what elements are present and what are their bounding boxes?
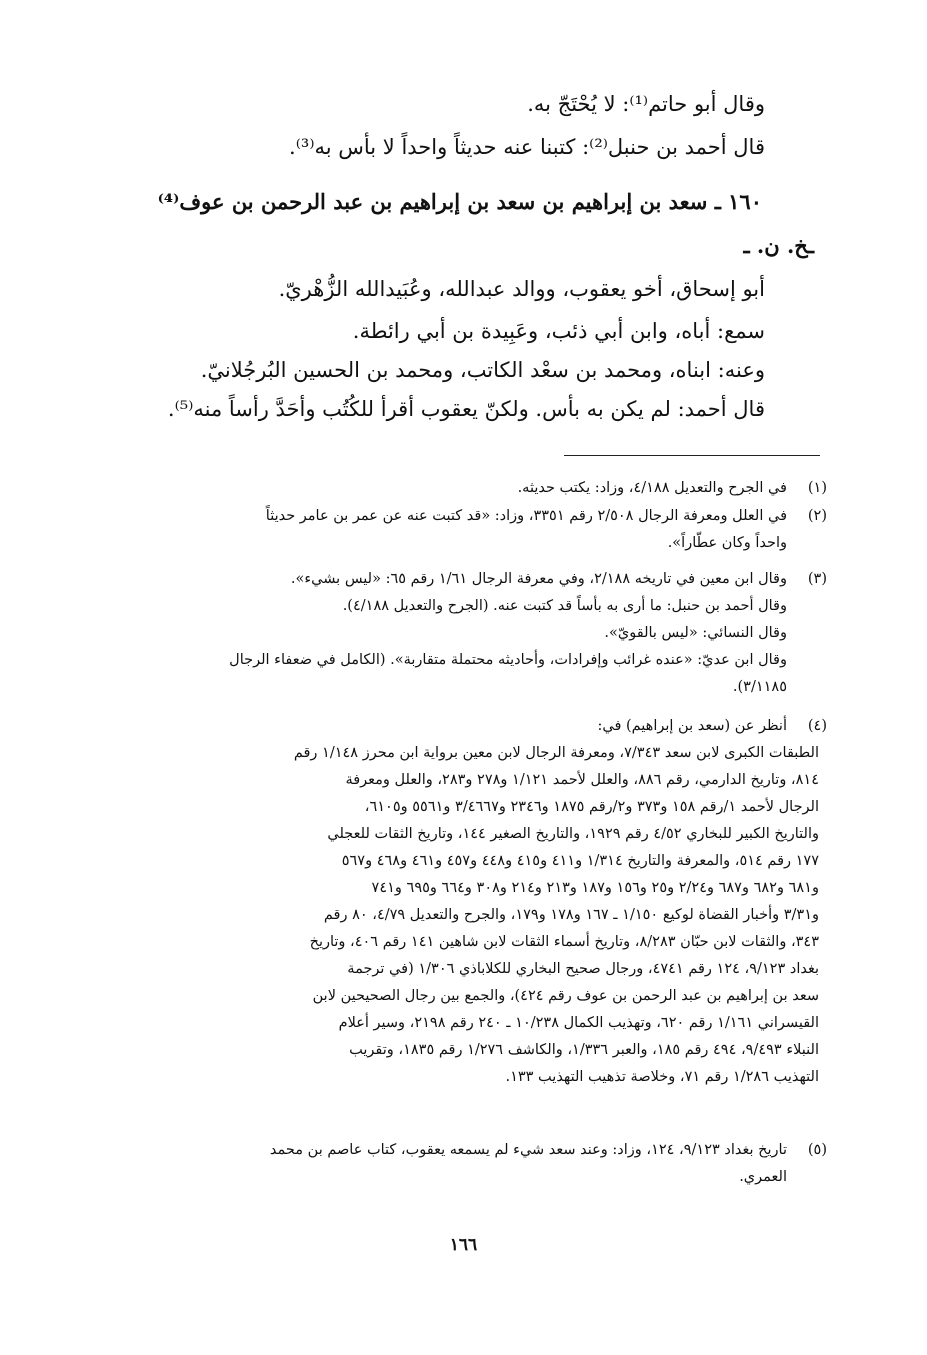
footnote-line: والتاريخ الكبير للبخاري ٤/٥٢ رقم ١٩٢٩، والتاريخ الصغير ١٤٤، وتاريخ الثقات للعجلي: [327, 826, 819, 842]
footnote-line: الطبقات الكبرى لابن سعد ٧/٣٤٣، ومعرفة الرجال لابن معين برواية ابن محرز ١/١٤٨ رقم: [293, 745, 819, 761]
footnote-line: الرجال لأحمد ١/رقم ١٥٨ و٣٧٣ و٢/رقم ١٨٧٥ و٢٣٤٦ و٣/٤٦٦٧ و٥٥٦١ و٦١٠٥،: [364, 799, 819, 815]
footnote-line: وقال النسائي: «ليس بالقويّ».: [604, 625, 787, 641]
footnote-line: ٣/١١٨٥).: [732, 679, 787, 695]
footnote: [102, 566, 827, 701]
footnote: [102, 475, 827, 502]
footnote-number: (١): [807, 480, 827, 496]
footnote-line: التهذيب ١/٢٨٦ رقم ٧١، وخلاصة تذهيب التهذيب ١٣٣.: [505, 1069, 819, 1085]
footnote-line: وقال أحمد بن حنبل: ما أرى به بأساً قد كتبت عنه. (الجرح والتعديل ٤/١٨٨).: [342, 598, 787, 614]
text-line: قال أحمد: لم يكن به بأس. ولكنّ يعقوب أقرأ للكُتُب وأحَدَّ رأساً منه⁽⁵⁾.: [167, 397, 765, 421]
text-line: وقال أبو حاتم⁽¹⁾: لا يُحْتَجّ به.: [527, 92, 765, 116]
footnote-line: النبلاء ٩/٤٩٣، ٤٩٤ رقم ١٨٥، والعبر ١/٣٣٦، والكاشف ١/٢٧٦ رقم ١٨٣٥، وتقريب: [349, 1042, 819, 1058]
text-line: وعنه: ابناه، ومحمد بن سعْد الكاتب، ومحمد بن الحسين البُرجُلانيّ.: [200, 358, 765, 382]
footnote-line: واحداً وكان عطّاراً».: [667, 535, 787, 551]
footnote-line: في العلل ومعرفة الرجال ٢/٥٠٨ رقم ٣٣٥١، وزاد: «قد كتبت عنه عن عمر بن عامر حديثاً: [265, 508, 787, 524]
footnote-line: سعد بن إبراهيم بن عبد الرحمن بن عوف رقم ٤٢٤)، والجمع بين رجال الصحيحين لابن: [312, 988, 819, 1004]
page-number: ١٦٦: [449, 1235, 478, 1255]
footnote-line: ٣٤٣، والثقات لابن حبّان ٨/٢٨٣، وتاريخ أسماء الثقات لابن شاهين ١٤١ رقم ٤٠٦، وتاريخ: [309, 934, 819, 950]
footnote-line: العمري.: [739, 1169, 787, 1185]
text-line: أبو إسحاق، أخو يعقوب، ووالد عبدالله، وعُبَيدالله الزُّهْريّ.: [278, 277, 765, 301]
footnote-line: و٣/٣١ وأخبار القضاة لوكيع ١/١٥٠ ـ ١٦٧ و١٧٨ و١٧٩، والجرح والتعديل ٤/٧٩، ٨٠ رقم: [323, 907, 819, 923]
footnote: [102, 713, 827, 1091]
footnote-line: وقال ابن عديّ: «عنده غرائب وإفرادات، وأحاديثه محتملة متقاربة». (الكامل في ضعفاء الرجال: [229, 652, 787, 668]
footnote-line: تاريخ بغداد ٩/١٢٣، ١٢٤، وزاد: وعند سعد شيء لم يسمعه يعقوب، كتاب عاصم بن محمد: [269, 1142, 787, 1158]
entry-heading: ١٦٠ ـ سعد بن إبراهيم بن سعد بن إبراهيم بن عبد الرحمن بن عوف⁽⁴⁾: [157, 189, 762, 214]
footnote-number: (٢): [807, 508, 827, 524]
footnote-heading: أنظر عن (سعد بن إبراهيم) في:: [597, 718, 787, 734]
text-line: قال أحمد بن حنبل⁽²⁾: كتبنا عنه حديثاً واحداً لا بأس به⁽³⁾.: [289, 135, 765, 159]
footnote-divider: [564, 455, 820, 456]
footnote-line: ١٧٧ رقم ٥١٤، والمعرفة والتاريخ ١/٣١٤ و٤١١ و٤١٥ و٤٤٨ و٤٥٧ و٤٦١ و٤٦٨ و٥٦٧: [341, 853, 819, 869]
footnote-number: (٤): [807, 718, 827, 734]
footnote-number: (٣): [807, 571, 827, 587]
footnote-line: وقال ابن معين في تاريخه ٢/١٨٨، وفي معرفة الرجال ١/٦١ رقم ٦٥: «ليس بشيء».: [290, 571, 787, 587]
entry-codes: ـخ. ن. ـ: [743, 233, 814, 258]
footnote-line: بغداد ٩/١٢٣، ١٢٤ رقم ٤٧٤١، ورجال صحيح البخاري للكلاباذي ١/٣٠٦ (في ترجمة: [347, 961, 819, 977]
footnote-line: ٨١٤، وتاريخ الدارمي، رقم ٨٨٦، والعلل لأحمد ١/١٢١ و٢٧٨ و٢٨٣، والعلل ومعرفة: [345, 772, 819, 788]
footnote-number: (٥): [807, 1142, 827, 1158]
footnote-line: القيسراني ١/١٦١ رقم ٦٢٠، وتهذيب الكمال ١٠/٢٣٨ ـ ٢٤٠ رقم ٢١٩٨، وسير أعلام: [338, 1015, 819, 1031]
footnote: [102, 1137, 827, 1191]
footnote-line: و٦٨١ و٦٨٢ و٦٨٧ و٢/٢٤ و٢٥ و١٥٦ و١٨٧ و٢١٣ و٢١٤ و٣٠٨ و٦٦٤ و٦٩٥ و٧٤١: [371, 880, 819, 896]
text-line: سمع: أباه، وابن أبي ذئب، وعَبِيدة بن أبي رائطة.: [352, 319, 765, 343]
footnote-line: في الجرح والتعديل ٤/١٨٨، وزاد: يكتب حديثه.: [517, 480, 787, 496]
footnote: [102, 503, 827, 557]
